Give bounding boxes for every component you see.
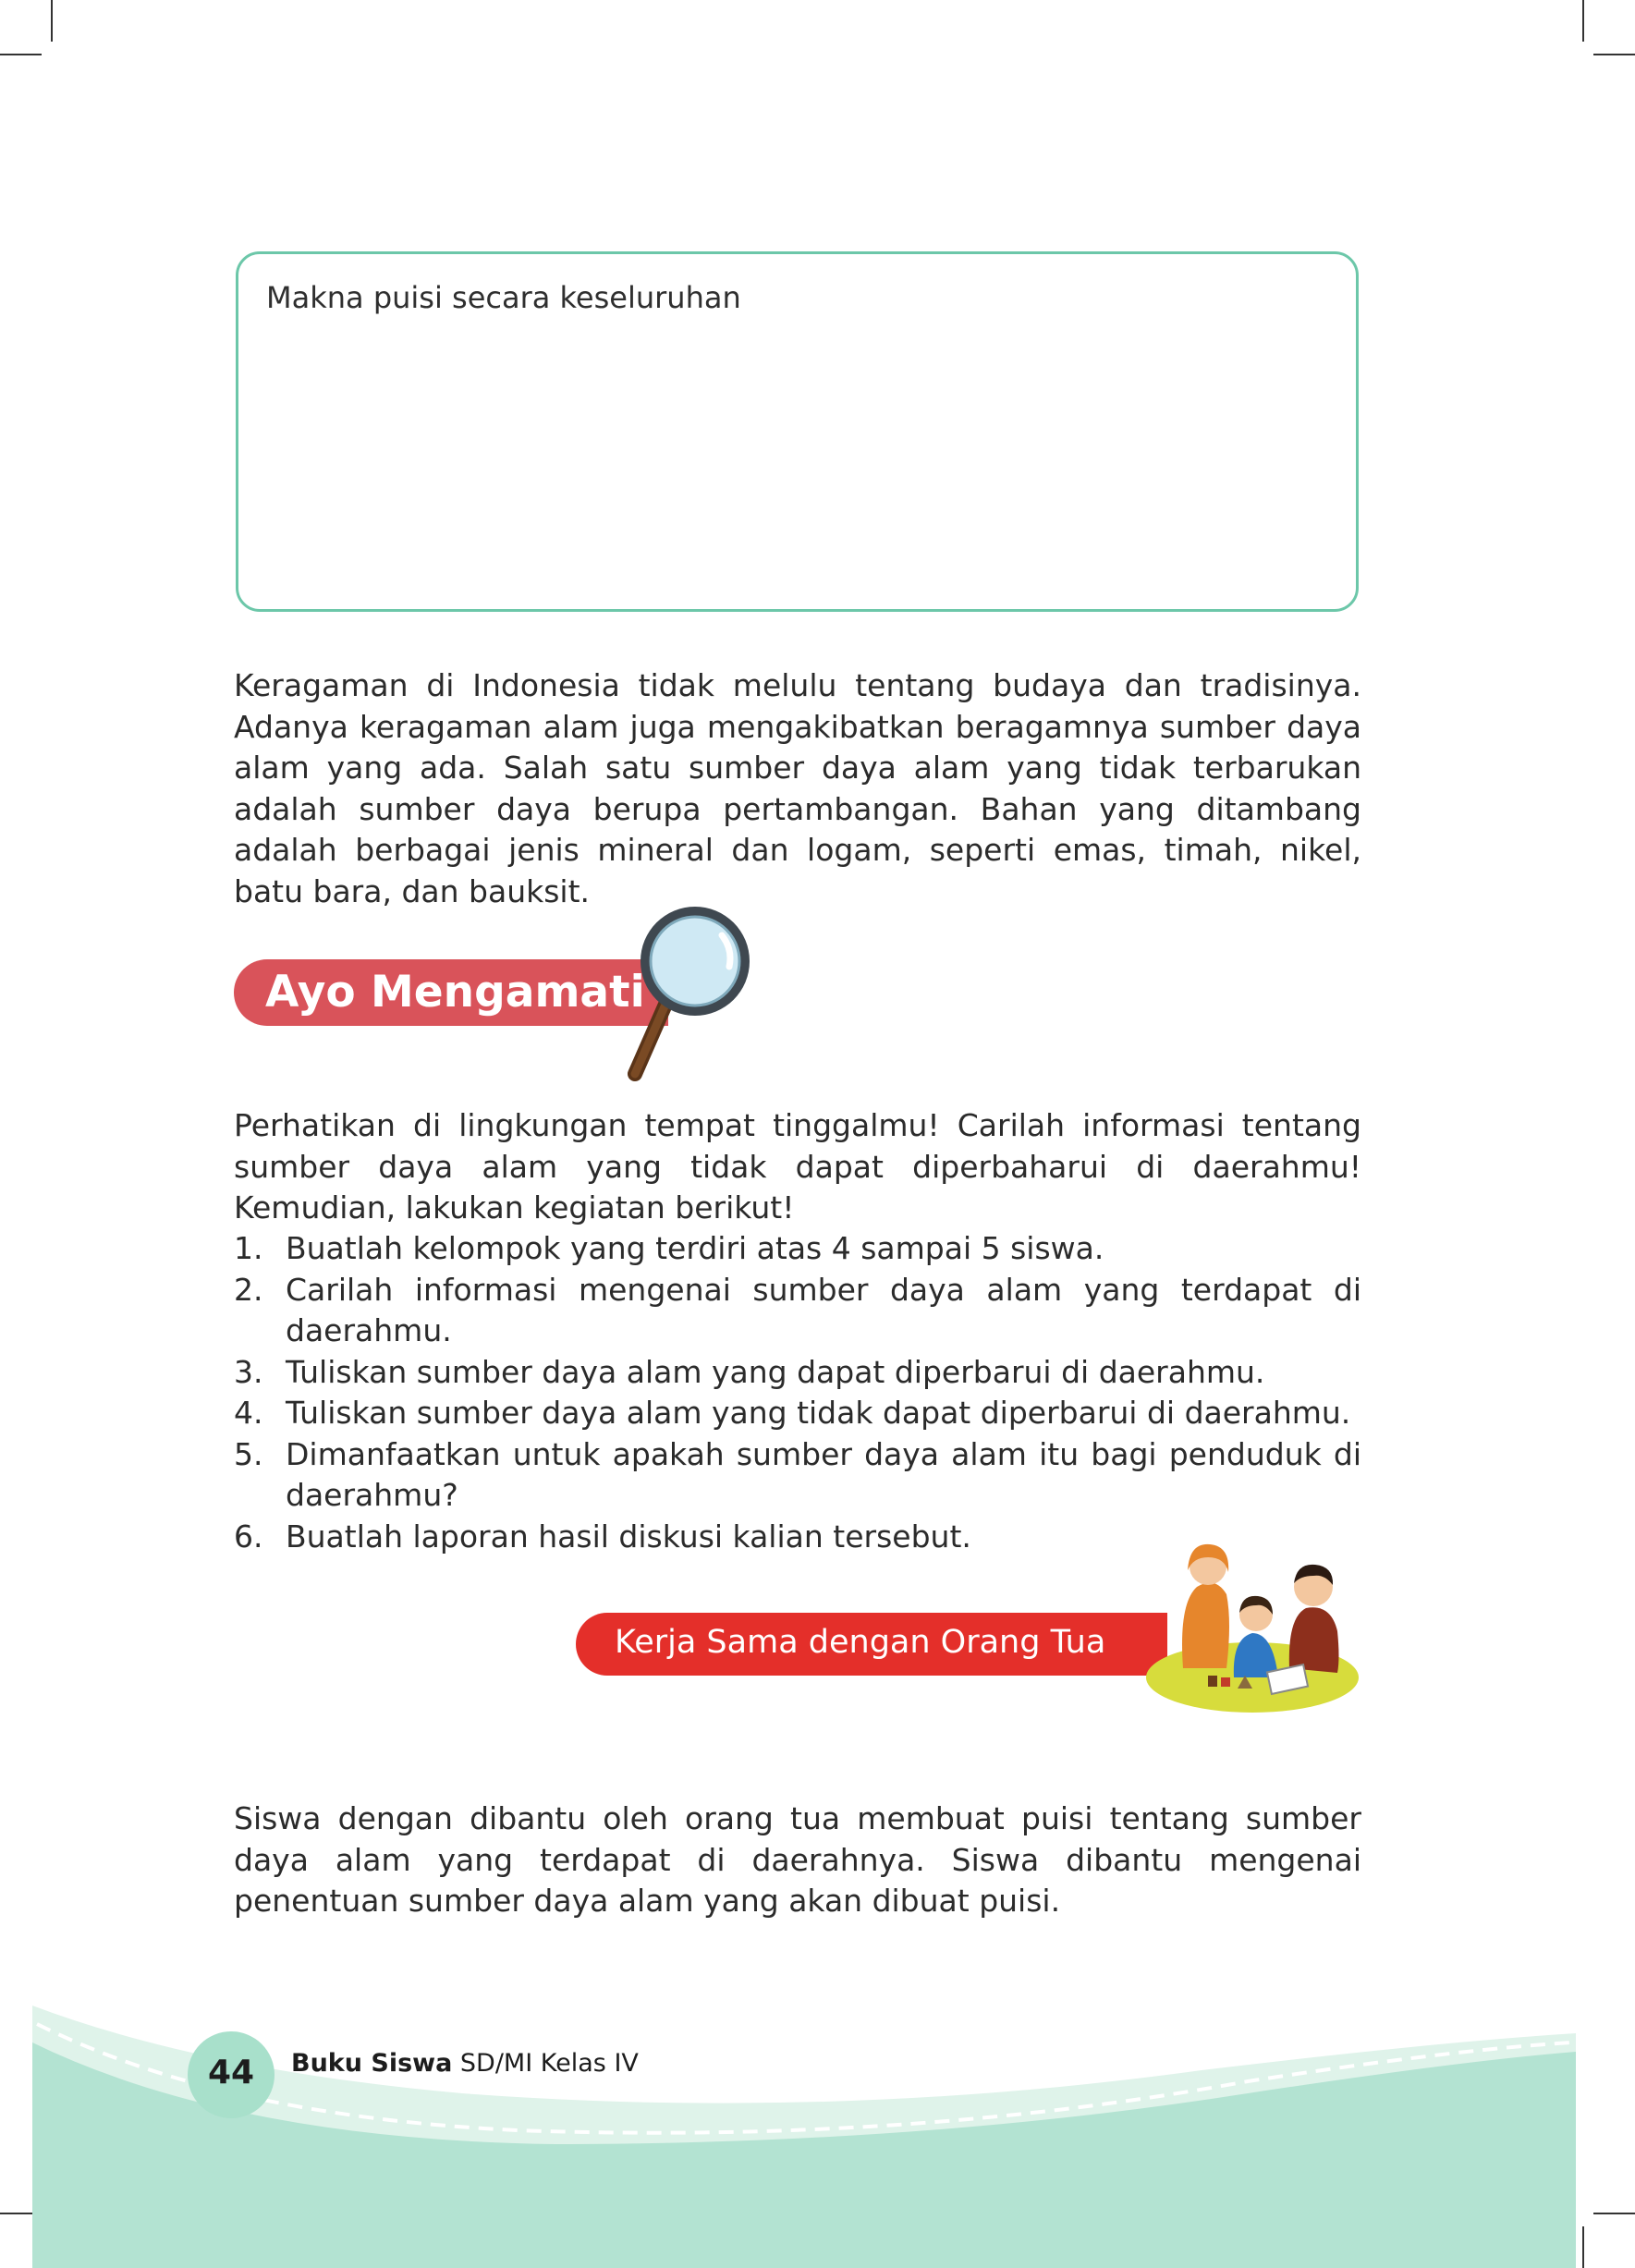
ayo-mengamati-banner xyxy=(234,959,668,1026)
list-item xyxy=(234,1393,1361,1434)
step-text: Buatlah kelompok yang terdiri atas 4 sampai 5 siswa. xyxy=(286,1230,1104,1266)
kerja-sama-banner xyxy=(576,1613,1167,1676)
step-number: 4. xyxy=(234,1395,263,1431)
answer-box[interactable] xyxy=(236,251,1359,612)
kerja-sama-paragraph: Siswa dengan dibantu oleh orang tua membuat puisi tentang sumber daya alam yang terdapat di daerahnya. Siswa dibantu mengenai penentuan sumber daya alam yang akan dibuat puisi. xyxy=(234,1800,1361,1919)
kerja-sama-title: Kerja Sama dengan Orang Tua xyxy=(615,1624,1106,1661)
step-text: Buatlah laporan hasil diskusi kalian tersebut. xyxy=(286,1518,971,1555)
list-item xyxy=(234,1270,1361,1352)
intro-paragraph: Keragaman di Indonesia tidak melulu tentang budaya dan tradisinya. Adanya keragaman alam juga mengakibatkan beragamnya sumber daya alam yang ada. Salah satu sumber daya alam yang tidak terbarukan adalah sumber daya berupa pertambangan. Bahan yang ditambang adalah berbagai jenis mineral dan logam, seperti emas, timah, nikel, batu bara, dan bauksit. xyxy=(234,667,1361,909)
answer-box-label: Makna puisi secara keseluruhan xyxy=(266,280,741,315)
step-number: 5. xyxy=(234,1435,263,1472)
list-item xyxy=(234,1434,1361,1517)
step-number: 3. xyxy=(234,1353,263,1390)
page-number-badge xyxy=(188,2031,275,2118)
crop-mark xyxy=(1593,54,1635,55)
step-text: Carilah informasi mengenai sumber daya alam yang terdapat di daerahmu. xyxy=(286,1271,1361,1348)
crop-mark xyxy=(51,0,53,42)
crop-mark xyxy=(0,54,42,55)
step-number: 2. xyxy=(234,1271,263,1308)
ayo-mengamati-title: Ayo Mengamati xyxy=(265,967,645,1018)
family-illustration xyxy=(1141,1530,1363,1714)
footer-book-bold: Buku Siswa xyxy=(291,2049,453,2078)
step-text: Tuliskan sumber daya alam yang tidak dapat diperbarui di daerahmu. xyxy=(286,1395,1351,1431)
page-number: 44 xyxy=(207,2054,255,2091)
step-text: Tuliskan sumber daya alam yang dapat diperbarui di daerahmu. xyxy=(286,1353,1265,1390)
magnifying-glass-icon xyxy=(615,898,763,1088)
ayo-mengamati-instruction: Perhatikan di lingkungan tempat tinggalmu! Carilah informasi tentang sumber daya alam yang tidak dapat diperbaharui di daerahmu! Kemudian, lakukan kegiatan berikut! xyxy=(234,1107,1361,1225)
list-item xyxy=(234,1352,1361,1394)
activity-steps-list xyxy=(234,1228,1361,1557)
step-number: 6. xyxy=(234,1518,263,1555)
list-item xyxy=(234,1228,1361,1270)
crop-mark xyxy=(1582,0,1584,42)
footer-book-rest: SD/MI Kelas IV xyxy=(452,2049,639,2078)
step-number: 1. xyxy=(234,1230,263,1266)
footer-book-title xyxy=(291,2049,639,2078)
step-text: Dimanfaatkan untuk apakah sumber daya alam itu bagi penduduk di daerahmu? xyxy=(286,1435,1361,1513)
